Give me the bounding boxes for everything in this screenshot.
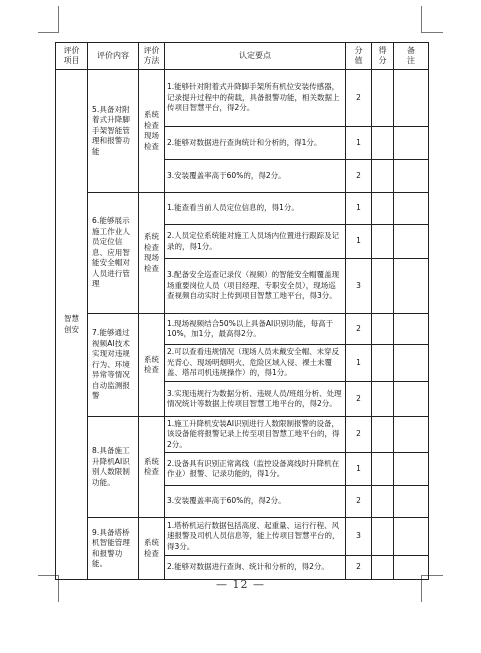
table-row [56, 518, 429, 556]
requirement-cell: 1.施工升降机安装AI识别进行人数限制报警的设备，该设备能将报警记录上传至项目智慧工地平台的，得2分。 [165, 417, 346, 453]
earned-cell[interactable] [372, 345, 394, 382]
remark-cell[interactable] [394, 314, 429, 345]
remark-cell[interactable] [394, 486, 429, 518]
earned-cell[interactable] [372, 518, 394, 556]
score-cell: 3 [346, 518, 372, 556]
remark-cell[interactable] [394, 70, 429, 127]
table-row [56, 314, 429, 345]
earned-cell[interactable] [372, 314, 394, 345]
remark-cell[interactable] [394, 225, 429, 259]
header-requirement: 认定要点 [165, 43, 346, 70]
score-cell: 2 [346, 314, 372, 345]
score-cell: 1 [346, 127, 372, 160]
requirement-cell: 3.配备安全巡查记录仪（视频）的智能安全帽覆盖现场重要岗位人员（项目经理、专职安全员），现场巡查视频自动实时上传到项目智慧工地平台，得3分。 [165, 259, 346, 314]
remark-cell[interactable] [394, 259, 429, 314]
header-method: 评价 方法 [139, 43, 165, 70]
requirement-cell: 1.能够针对附着式升降脚手架所有机位安装传感器，记录提升过程中的荷载，具备报警功能，相关数据上传项目智慧平台，得2分。 [165, 70, 346, 127]
requirement-cell: 2.能够对数据进行查询统计和分析的，得1分。 [165, 127, 346, 160]
remark-cell[interactable] [394, 518, 429, 556]
remark-cell[interactable] [394, 382, 429, 417]
content-cell: 9.具备塔桥机智能管理和报警功能。 [88, 518, 139, 580]
content-cell: 7.能够通过视频AI技术实现对违规行为、环境异常等情况自动监测报警 [88, 314, 139, 417]
earned-cell[interactable] [372, 453, 394, 486]
page-number: — 12 — [216, 578, 265, 591]
table-row [56, 193, 429, 225]
earned-cell[interactable] [372, 417, 394, 453]
requirement-cell: 3.安装覆盖率高于60%的，得2分。 [165, 160, 346, 193]
evaluation-table [55, 42, 429, 580]
header-item: 评价 项目 [56, 43, 88, 70]
requirement-cell: 3.实现违规行为数据分析、违规人员/班组分析、处理情况统计等数据上传项目智慧工地平台的，得2分。 [165, 382, 346, 417]
remark-cell[interactable] [394, 453, 429, 486]
score-cell: 2 [346, 382, 372, 417]
requirement-cell: 2.可以查看违规情况（现场人员未戴安全帽、未穿反光背心、现场明烟明火、危险区域入侵、裸土未覆盖、塔吊司机违规操作）的，得1分。 [165, 345, 346, 382]
earned-cell[interactable] [372, 486, 394, 518]
category-cell: 智慧 创安 [56, 70, 88, 580]
score-cell: 1 [346, 225, 372, 259]
header-row [56, 43, 429, 70]
earned-cell[interactable] [372, 382, 394, 417]
method-cell: 系统 检查 [139, 518, 165, 580]
score-cell: 2 [346, 556, 372, 580]
score-cell: 1 [346, 193, 372, 225]
earned-cell[interactable] [372, 160, 394, 193]
remark-cell[interactable] [394, 193, 429, 225]
method-cell: 系统 检查 现场 检查 [139, 193, 165, 314]
earned-cell[interactable] [372, 225, 394, 259]
requirement-cell: 2.人员定位系统能对施工人员场内位置进行跟踪及记录的，得1分。 [165, 225, 346, 259]
crop-mark [58, 6, 59, 32]
earned-cell[interactable] [372, 556, 394, 580]
earned-cell[interactable] [372, 70, 394, 127]
score-cell: 2 [346, 486, 372, 518]
method-cell: 系统 检查 [139, 417, 165, 518]
header-content: 评价内容 [88, 43, 139, 70]
score-cell: 2 [346, 160, 372, 193]
header-score: 分 值 [346, 43, 372, 70]
score-cell: 1 [346, 453, 372, 486]
crop-mark [421, 32, 443, 33]
score-cell: 3 [346, 259, 372, 314]
table-row [56, 70, 429, 127]
remark-cell[interactable] [394, 345, 429, 382]
content-cell: 5.具备对附着式升降脚手架智能管理和报警功能 [88, 70, 139, 193]
header-remark: 备 注 [394, 43, 429, 70]
remark-cell[interactable] [394, 417, 429, 453]
method-cell: 系统 检查 [139, 314, 165, 417]
requirement-cell: 3.安装覆盖率高于60%的，得2分。 [165, 486, 346, 518]
earned-cell[interactable] [372, 193, 394, 225]
requirement-cell: 2.设备具有识别正常离线（监控设备离线时升降机在作业）报警、记录功能的，得1分。 [165, 453, 346, 486]
remark-cell[interactable] [394, 127, 429, 160]
score-cell: 2 [346, 70, 372, 127]
header-earned: 得 分 [372, 43, 394, 70]
requirement-cell: 2.能够对数据进行查询、统计和分析的，得2分。 [165, 556, 346, 580]
crop-mark [38, 32, 59, 33]
requirement-cell: 1.能查看当前人员定位信息的，得1分。 [165, 193, 346, 225]
table-row [56, 417, 429, 453]
crop-mark [421, 6, 422, 32]
content-cell: 6.能够展示施工作业人员定位信息、应用智能安全帽对人员进行管理 [88, 193, 139, 314]
method-cell: 系统 检查 现场 检查 [139, 70, 165, 193]
score-cell: 2 [346, 417, 372, 453]
requirement-cell: 1.塔桥机运行数据包括高度、起重量、运行行程、风速报警及司机人员信息等，能上传项目智慧平台的，得3分。 [165, 518, 346, 556]
earned-cell[interactable] [372, 127, 394, 160]
content-cell: 8.具备施工升降机AI识别人数限制功能。 [88, 417, 139, 518]
earned-cell[interactable] [372, 259, 394, 314]
score-cell: 1 [346, 345, 372, 382]
remark-cell[interactable] [394, 556, 429, 580]
requirement-cell: 1.现场视频结合50%以上具备AI识别功能，每高于10%，加1分，最高得2分。 [165, 314, 346, 345]
remark-cell[interactable] [394, 160, 429, 193]
